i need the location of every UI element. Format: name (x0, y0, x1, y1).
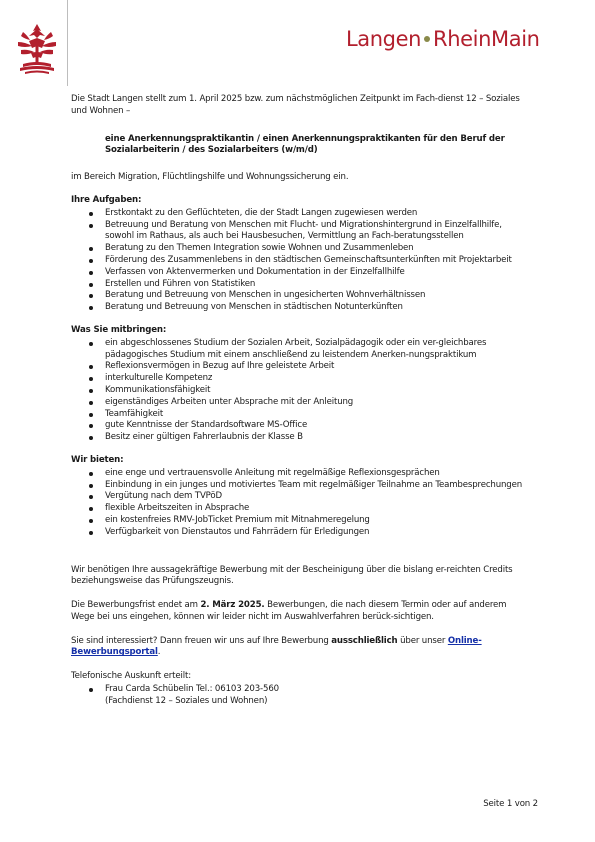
list-item: eigenständiges Arbeiten unter Absprache mit der Anleitung (71, 397, 531, 409)
list-item: Beratung und Betreuung von Menschen in städtischen Notunterkünften (71, 302, 531, 314)
offers-list (71, 468, 531, 539)
list-item: interkulturelle Kompetenz (71, 373, 531, 385)
list-item: eine enge und vertrauensvolle Anleitung mit regelmäßige Reflexionsgesprächen (71, 468, 531, 480)
list-item: Einbindung in ein junges und motiviertes Team mit regelmäßiger Teilnahme an Teambesprechungen (71, 480, 531, 492)
tasks-list (71, 208, 531, 314)
list-item: Betreuung und Beratung von Menschen mit Flucht- und Migrationshintergrund in Einzelfallhilfe, sowohl im Rathaus, als auch bei Hausbesuchen, Vermittlung an Fach-beratungsstellen (71, 220, 531, 244)
list-item: Verfassen von Aktenvermerken und Dokumentation in der Einzelfallhilfe (71, 267, 531, 279)
contact-person: Frau Carda Schübelin Tel.: 06103 203-560 (105, 684, 279, 695)
deadline-pre: Die Bewerbungsfrist endet am (71, 600, 201, 611)
logo-text-langen: Langen (346, 27, 422, 51)
interest-text (71, 636, 531, 660)
list-item: Reflexionsvermögen in Bezug auf Ihre geleistete Arbeit (71, 361, 531, 373)
city-crest-icon (15, 22, 59, 76)
list-item: flexible Arbeitszeiten in Absprache (71, 503, 531, 515)
list-item: Kommunikationsfähigkeit (71, 385, 531, 397)
list-item: Erstellen und Führen von Statistiken (71, 279, 531, 291)
list-item: Vergütung nach dem TVPöD (71, 491, 531, 503)
list-item: Erstkontakt zu den Geflüchteten, die der Stadt Langen zugewiesen werden (71, 208, 531, 220)
online-portal-link[interactable]: Online-Bewerbungsportal (71, 635, 482, 658)
requirements-list (71, 338, 531, 444)
contact-department: (Fachdienst 12 – Soziales und Wohnen) (105, 695, 268, 706)
list-item: ein abgeschlossenes Studium der Sozialen Arbeit, Sozialpädagogik oder ein ver-gleichbares pädagogisches Studium mit einem anschließend zu leistendem Anerken-nungspraktikum (71, 338, 531, 362)
list-item: ein kostenfreies RMV-JobTicket Premium mit Mitnahmeregelung (71, 515, 531, 527)
list-item: Förderung des Zusammenlebens in den städtischen Gemeinschaftsunterkünften mit Projektarbeit (71, 255, 531, 267)
deadline-post: Bewerbungen, die nach diesem Termin oder auf anderem Wege bei uns eingehen, können wir leider nicht im Auswahlverfahren berück-sichtigen. (71, 600, 507, 622)
contact-list (71, 684, 531, 708)
area-text: im Bereich Migration, Flüchtlingshilfe und Wohnungssicherung ein. (71, 172, 349, 183)
list-item: Beratung und Betreuung von Menschen in ungesicherten Wohnverhältnissen (71, 290, 531, 302)
deadline-date: 2. März 2025. (200, 600, 265, 611)
interest-mid: über unser (397, 635, 448, 646)
document-body (71, 94, 531, 708)
logo-dot-icon (424, 36, 430, 42)
requirements-heading: Was Sie mitbringen: (71, 324, 167, 335)
header-divider (67, 0, 68, 86)
intro-text: Die Stadt Langen stellt zum 1. April 2025 bzw. zum nächstmöglichen Zeitpunkt im Fach-dienst 12 – Soziales und Wohnen – (71, 94, 520, 116)
tasks-heading: Ihre Aufgaben: (71, 194, 142, 205)
list-item: Beratung zu den Themen Integration sowie Wohnen und Zusammenleben (71, 243, 531, 255)
list-item: Teamfähigkeit (71, 409, 531, 421)
page-number: Seite 1 von 2 (483, 799, 538, 809)
contact-heading: Telefonische Auskunft erteilt: (71, 671, 191, 682)
contact-item (71, 684, 531, 708)
list-item: Besitz einer gültigen Fahrerlaubnis der Klasse B (71, 432, 531, 444)
position-title: eine Anerkennungspraktikantin / einen Anerkennungspraktikanten für den Beruf der Sozialarbeiterin / des Sozialarbeiters (w/m/d) (105, 133, 505, 156)
offers-heading: Wir bieten: (71, 454, 124, 465)
interest-end: . (157, 647, 161, 658)
list-item: gute Kenntnisse der Standardsoftware MS-Office (71, 420, 531, 432)
deadline-text (71, 600, 531, 624)
application-docs-text: Wir benötigen Ihre aussagekräftige Bewerbung mit der Bescheinigung über die bislang er-reichten Credits beziehungsweise das Prüfungszeugnis. (71, 564, 513, 587)
list-item: Verfügbarkeit von Dienstautos und Fahrrädern für Erledigungen (71, 527, 531, 539)
interest-bold: ausschließlich (331, 635, 398, 646)
logo-text-rheinmain: RheinMain (433, 27, 540, 51)
interest-pre: Sie sind interessiert? Dann freuen wir uns auf Ihre Bewerbung (71, 635, 332, 646)
brand-logo (346, 26, 540, 52)
